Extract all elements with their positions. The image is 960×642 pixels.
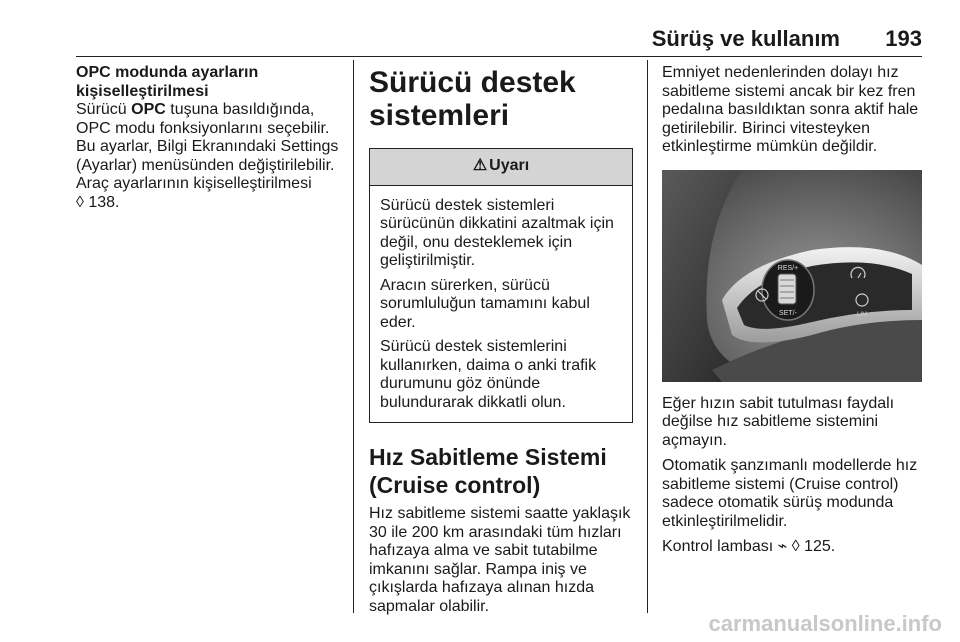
set-label: SET/- <box>779 309 797 317</box>
column-2 <box>369 64 633 616</box>
warning-paragraph: Sürücü destek sistemleri sürücünün dikkatini azaltmak için değil, onu desteklemek için geliştirilmiştir. <box>380 196 614 269</box>
watermark: carmanualsonline.info <box>708 611 942 636</box>
column-3 <box>662 64 924 557</box>
automatic-paragraph: Otomatik şanzımanlı modellerde hız sabitleme sistemi (Cruise control) sadece otomatik sürüş modunda etkinleştirilmelidir. <box>662 457 918 530</box>
column-divider-2 <box>647 60 648 613</box>
opc-paragraph: Sürücü OPC tuşuna basıldığında, OPC modu fonksiyonlarını seçebilir. Bu ayarlar, Bilgi Ekranındaki Settings (Ayarlar) menüsünden değiştirilebilir. Araç ayarlarının kişiselleştirilmesi ◊ 138. <box>76 101 339 211</box>
steering-wheel-illustration <box>662 170 922 382</box>
column-1 <box>76 64 348 212</box>
warning-body <box>370 186 632 423</box>
warning-box <box>369 148 633 423</box>
page-ref[interactable]: 125. <box>799 538 836 555</box>
lim-label: LIM <box>856 311 868 318</box>
warning-title: Uyarı <box>489 157 530 174</box>
safety-paragraph: Emniyet nedenlerinden dolayı hız sabitleme sistemi ancak bir kez fren pedalına basıldıktan sonra aktif hale getirilebilir. Birinci vitesteyken etkinleştirme mümkün değildir. <box>662 64 919 155</box>
warning-paragraph: Aracın sürerken, sürücü sorumluluğun tamamını kabul eder. <box>380 276 590 331</box>
header-divider <box>76 56 922 57</box>
page-ref[interactable]: 138. <box>83 193 120 211</box>
advice-paragraph: Eğer hızın sabit tutulması faydalı değilse hız sabitleme sistemini açmayın. <box>662 394 895 449</box>
opc-heading: OPC modunda ayarların kişiselleştirilmesi <box>76 64 259 100</box>
res-label: RES/+ <box>777 264 799 272</box>
section-heading: Sürücü destek sistemleri <box>369 66 576 132</box>
section-title: Sürüş ve kullanım <box>651 26 840 51</box>
warning-paragraph: Sürücü destek sistemlerini kullanırken, daima o anki trafik durumunu göz önünde bulundurarak dikkatli olun. <box>380 338 597 411</box>
warning-icon: ⚠ <box>472 157 488 174</box>
steering-wheel-photo <box>662 170 922 382</box>
warning-header <box>370 149 632 186</box>
control-lamp-paragraph: Kontrol lambası ⌁ ◊ 125. <box>662 538 836 555</box>
cruise-control-heading: Hız Sabitleme Sistemi (Cruise control) <box>369 444 607 498</box>
page-ref-icon: ◊ <box>791 538 800 555</box>
cruise-control-body: Hız sabitleme sistemi saatte yaklaşık 30 ile 200 km arasındaki tüm hızları hafızaya alma ve sabit tutabilme imkanını sağlar. Rampa iniş ve çıkışlarda hafızaya alınan hızda sapmalar olabilir. <box>369 505 631 615</box>
page-ref-icon: ◊ <box>76 193 84 211</box>
cruise-lamp-icon: ⌁ <box>777 538 788 555</box>
page-number: 193 <box>885 26 922 51</box>
column-divider-1 <box>353 60 354 613</box>
